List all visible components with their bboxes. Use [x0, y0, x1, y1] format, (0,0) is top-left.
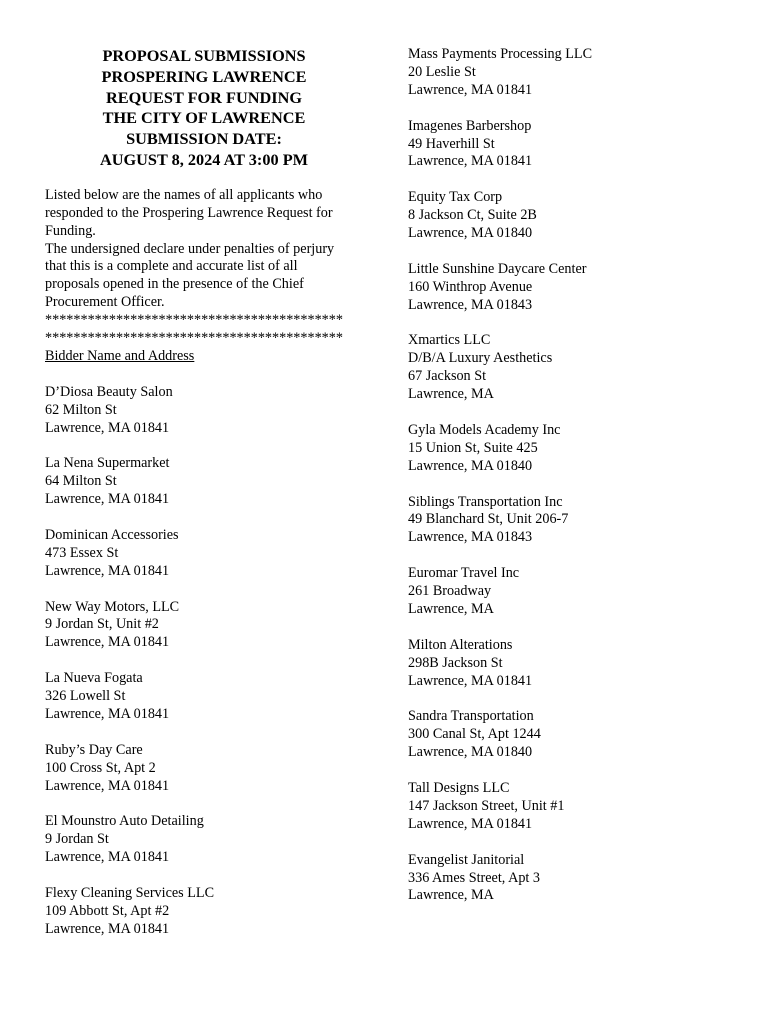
bidder-name: El Mounstro Auto Detailing: [45, 813, 204, 830]
bidder-name: Ruby’s Day Care: [45, 741, 143, 758]
bidder-name: Xmartics LLC: [408, 332, 491, 349]
bidder-name: Flexy Cleaning Services LLC: [45, 885, 215, 901]
bidder-name: Tall Designs LLC: [408, 780, 510, 796]
bidder-address-line: 300 Canal St, Apt 1244: [408, 726, 541, 743]
bidder-address-line: Lawrence, MA 01840: [408, 744, 533, 761]
bidder-entry: [45, 455, 375, 509]
bidder-address-line: Lawrence, MA 01841: [45, 920, 170, 937]
bidder-address-line: Lawrence, MA: [408, 386, 494, 403]
bidder-list-heading: Bidder Name and Address: [45, 347, 195, 364]
bidder-entry: [408, 189, 748, 243]
bidder-address-line: 100 Cross St, Apt 2: [45, 759, 156, 776]
title-line: AUGUST 8, 2024 AT 3:00 PM: [99, 149, 309, 169]
bidder-address-line: Lawrence, MA 01841: [45, 849, 170, 866]
bidder-address-line: Lawrence, MA 01843: [408, 296, 533, 313]
bidder-address-line: D/B/A Luxury Aesthetics: [408, 350, 553, 367]
bidder-address-line: 147 Jackson Street, Unit #1: [408, 797, 565, 814]
bidder-address-line: 62 Milton St: [45, 401, 117, 418]
intro-line: responded to the Prospering Lawrence Request for: [45, 204, 333, 221]
bidder-address-line: Lawrence, MA: [408, 600, 494, 617]
bidder-address-line: Lawrence, MA 01841: [45, 634, 170, 651]
title-line: THE CITY OF LAWRENCE: [102, 108, 306, 128]
asterisk-divider: ******************************************: [45, 330, 343, 347]
bidder-entry: [408, 637, 748, 691]
bidder-entry: [45, 742, 375, 796]
bidder-entry: [408, 708, 748, 762]
asterisk-divider: ******************************************: [45, 312, 343, 329]
bidder-address-line: 336 Ames Street, Apt 3: [408, 869, 541, 886]
title-line: REQUEST FOR FUNDING: [105, 87, 302, 107]
bidder-name: Dominican Accessories: [45, 526, 179, 543]
bidder-list-left: [45, 384, 375, 939]
bidder-entry: [45, 527, 375, 581]
intro-statement: [45, 187, 375, 312]
bidder-address-line: 473 Essex St: [45, 544, 119, 561]
bidder-entry: [408, 780, 748, 834]
bidder-entry: [408, 565, 748, 619]
bidder-list-right: [408, 46, 748, 905]
bidder-entry: [408, 422, 748, 476]
bidder-address-line: Lawrence, MA 01841: [408, 672, 533, 689]
bidder-address-line: 49 Blanchard St, Unit 206-7: [408, 511, 569, 528]
bidder-entry: [408, 261, 748, 315]
bidder-name: Mass Payments Processing LLC: [408, 46, 593, 62]
bidder-address-line: Lawrence, MA 01840: [408, 225, 533, 242]
intro-line: that this is a complete and accurate list of all: [45, 258, 298, 275]
bidder-address-line: 109 Abbott St, Apt #2: [45, 902, 170, 919]
bidder-address-line: 9 Jordan St: [45, 831, 109, 848]
intro-line: Funding.: [45, 222, 96, 239]
intro-line: Listed below are the names of all applicants who: [45, 186, 323, 203]
bidder-address-line: Lawrence, MA 01840: [408, 457, 533, 474]
bidder-entry: [408, 118, 748, 172]
bidder-address-line: 64 Milton St: [45, 473, 117, 490]
bidder-address-line: 160 Winthrop Avenue: [408, 278, 533, 295]
title-line: PROPOSAL SUBMISSIONS: [102, 46, 306, 65]
bidder-entry: [408, 332, 748, 404]
bidder-address-line: 298B Jackson St: [408, 654, 503, 671]
bidder-name: Evangelist Janitorial: [408, 851, 525, 868]
bidder-address-line: 20 Leslie St: [408, 63, 476, 80]
bidder-address-line: 8 Jackson Ct, Suite 2B: [408, 207, 537, 224]
bidder-address-line: 9 Jordan St, Unit #2: [45, 616, 159, 633]
bidder-address-line: Lawrence, MA 01841: [408, 153, 533, 170]
bidder-address-line: Lawrence, MA 01841: [408, 815, 533, 832]
bidder-name: New Way Motors, LLC: [45, 598, 180, 615]
bidder-address-line: Lawrence, MA 01841: [45, 419, 170, 436]
bidder-address-line: Lawrence, MA 01841: [45, 491, 170, 508]
title-line: SUBMISSION DATE:: [126, 129, 282, 149]
bidder-name: Sandra Transportation: [408, 708, 534, 725]
bidder-entry: [408, 46, 748, 100]
bidder-name: Little Sunshine Daycare Center: [408, 260, 587, 277]
bidder-address-line: 261 Broadway: [408, 583, 492, 600]
bidder-entry: [45, 670, 375, 724]
bidder-name: D’Diosa Beauty Salon: [45, 383, 173, 400]
title-line: PROSPERING LAWRENCE: [101, 66, 307, 86]
intro-line: The undersigned declare under penalties of perjury: [45, 240, 335, 257]
left-column: [45, 46, 375, 957]
bidder-address-line: Lawrence, MA 01841: [45, 777, 170, 794]
bidder-address-line: 326 Lowell St: [45, 688, 126, 705]
intro-line: Procurement Officer.: [45, 294, 165, 311]
bidder-address-line: Lawrence, MA: [408, 887, 494, 904]
bidder-address-line: 49 Haverhill St: [408, 135, 495, 152]
bidder-address-line: 15 Union St, Suite 425: [408, 439, 538, 456]
document-title: [45, 46, 363, 171]
bidder-name: Euromar Travel Inc: [408, 565, 520, 582]
bidder-address-line: 67 Jackson St: [408, 368, 487, 385]
bidder-entry: [45, 384, 375, 438]
bidder-name: Equity Tax Corp: [408, 189, 503, 206]
bidder-entry: [45, 599, 375, 653]
right-column: [408, 46, 748, 923]
bidder-entry: [45, 885, 375, 939]
intro-line: proposals opened in the presence of the Chief: [45, 276, 304, 293]
bidder-address-line: Lawrence, MA 01841: [45, 562, 170, 579]
bidder-entry: [45, 813, 375, 867]
bidder-name: Siblings Transportation Inc: [408, 493, 563, 510]
bidder-address-line: Lawrence, MA 01843: [408, 529, 533, 546]
bidder-name: La Nueva Fogata: [45, 670, 143, 687]
bidder-name: Imagenes Barbershop: [408, 117, 532, 134]
bidder-address-line: Lawrence, MA 01841: [45, 705, 170, 722]
bidder-entry: [408, 852, 748, 906]
bidder-name: Gyla Models Academy Inc: [408, 421, 561, 438]
bidder-entry: [408, 494, 748, 548]
bidder-name: La Nena Supermarket: [45, 455, 170, 472]
bidder-name: Milton Alterations: [408, 636, 513, 653]
bidder-address-line: Lawrence, MA 01841: [408, 81, 533, 98]
